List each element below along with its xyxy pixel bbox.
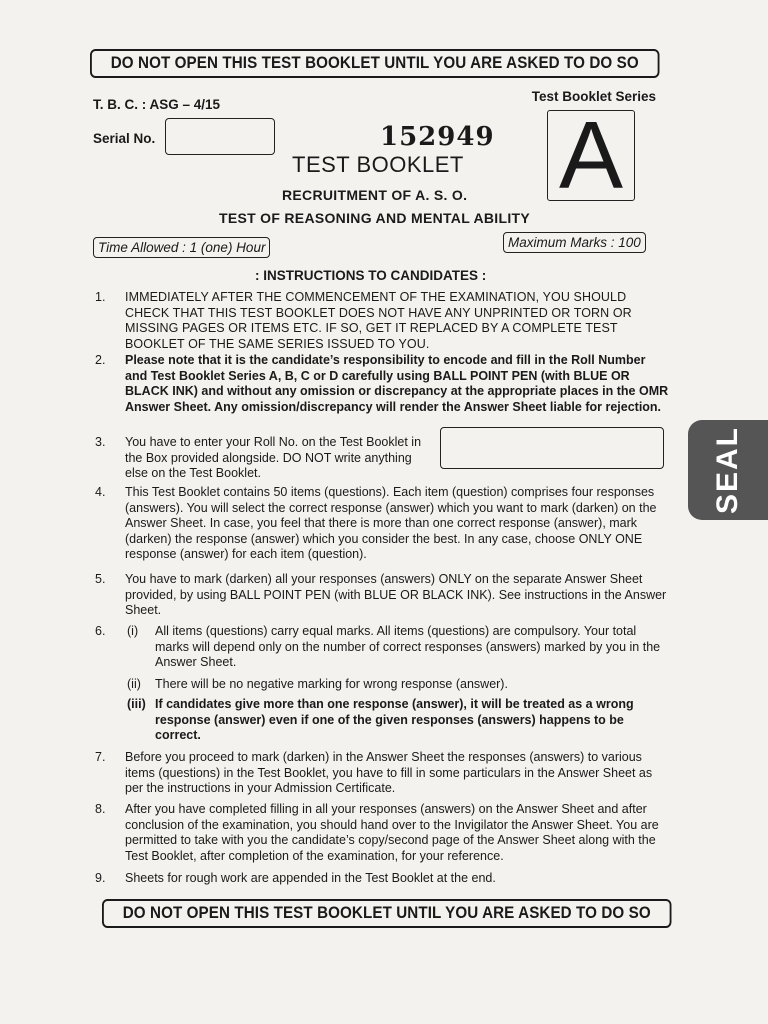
instruction-text: After you have completed filling in all your responses (answers) on the Answer Sheet and after conclusion of the examination, you should hand over to the Invigilator the Answer Sheet. You are permitted to take with you the candidate’s copy/second page of the Answer Sheet along with the Test Booklet, after completion of the examination, for your reference. — [125, 802, 659, 863]
instruction-text: You have to enter your Roll No. on the Test Booklet in the Box provided alongside. DO NOT write anything else on the Test Booklet. — [125, 435, 422, 480]
seal-tab — [688, 420, 768, 520]
sub-text: All items (questions) carry equal marks. All items (questions) are compulsory. Your total marks will depend only on the number of correct responses (answers) marked by you in the Answer Sheet. — [155, 624, 661, 669]
instruction-number: 2. — [95, 353, 106, 367]
tbc-code: T. B. C. : ASG – 4/15 — [93, 97, 221, 112]
instruction-text: Before you proceed to mark (darken) in the Answer Sheet the responses (answers) to various items (questions) in the Test Booklet, you have to fill in some particulars in the Answer Sheet as per the instructions in your Admission Certificate. — [125, 750, 653, 795]
instruction-6-ii — [127, 677, 667, 693]
seal-label: SEAL — [711, 425, 745, 515]
instruction-9 — [95, 871, 670, 887]
sub-text: There will be no negative marking for wrong response (answer). — [155, 677, 508, 691]
instruction-6-i — [127, 624, 667, 671]
serial-label: Serial No. — [93, 131, 156, 146]
instruction-5 — [95, 572, 670, 619]
instruction-text: Sheets for rough work are appended in the Test Booklet at the end. — [125, 871, 496, 885]
instruction-7 — [95, 750, 670, 797]
serial-number-box — [165, 118, 275, 155]
sub-number: (ii) — [127, 677, 141, 691]
instruction-3 — [95, 435, 435, 482]
instruction-number: 9. — [95, 871, 106, 885]
sub-number: (iii) — [127, 697, 146, 711]
booklet-number: 152949 — [380, 122, 495, 152]
instruction-number: 8. — [95, 802, 106, 816]
sub-text: If candidates give more than one response (answer), it will be treated as a wrong response (answer) even if one of the given responses (answers) happens to be correct. — [155, 697, 634, 742]
instruction-number: 7. — [95, 750, 106, 764]
page-title: TEST BOOKLET — [292, 152, 464, 177]
test-subject-subtitle: TEST OF REASONING AND MENTAL ABILITY — [219, 210, 531, 226]
warning-banner-bottom: DO NOT OPEN THIS TEST BOOKLET UNTIL YOU ARE ASKED TO DO SO — [102, 899, 671, 928]
instruction-4 — [95, 485, 670, 563]
warning-banner-top: DO NOT OPEN THIS TEST BOOKLET UNTIL YOU ARE ASKED TO DO SO — [90, 49, 659, 78]
sub-number: (i) — [127, 624, 139, 638]
roll-number-box — [440, 427, 664, 469]
instruction-text: IMMEDIATELY AFTER THE COMMENCEMENT OF THE EXAMINATION, YOU SHOULD CHECK THAT THIS TEST BOOKLET DOES NOT HAVE ANY UNPRINTED OR TORN OR MISSING PAGES OR ITEMS ETC. IF SO, GET IT REPLACED BY A COMPLETE TEST BOOKLET OF THE SAME SERIES ISSUED TO YOU. — [125, 290, 632, 351]
instruction-text: This Test Booklet contains 50 items (questions). Each item (question) comprises four responses (answers). You will select the correct response (answer) which you want to mark (darken) on the Answer Sheet. In case, you feel that there is more than one correct response (answer), mark (darken) the response (answer) which you consider the best. In any case, choose ONLY ONE response (answer) for each item (question). — [125, 485, 657, 561]
instruction-2 — [95, 353, 670, 415]
instruction-number: 4. — [95, 485, 106, 499]
series-label: Test Booklet Series — [531, 89, 656, 104]
instruction-8 — [95, 802, 670, 864]
series-letter-box: A — [547, 110, 635, 201]
instruction-number: 6. — [95, 624, 106, 638]
instructions-heading: : INSTRUCTIONS TO CANDIDATES : — [255, 268, 487, 283]
instruction-1 — [95, 290, 670, 352]
instruction-6-iii — [127, 697, 667, 744]
instruction-number: 3. — [95, 435, 106, 449]
instruction-number: 5. — [95, 572, 106, 586]
time-allowed: Time Allowed : 1 (one) Hour — [93, 237, 270, 258]
instruction-text: Please note that it is the candidate’s responsibility to encode and fill in the Roll Number and Test Booklet Series A, B, C or D carefully using BALL POINT PEN (with BLUE OR BLACK INK) and without any omission or discrepancy at the appropriate places in the OMR Answer Sheet. Any omission/discrepancy will render the Answer Sheet liable for rejection. — [125, 353, 669, 414]
instruction-number: 1. — [95, 290, 106, 304]
recruitment-subtitle: RECRUITMENT OF A. S. O. — [282, 187, 468, 203]
instruction-text: You have to mark (darken) all your responses (answers) ONLY on the separate Answer Sheet provided, by using BALL POINT PEN (with BLUE OR BLACK INK). See instructions in the Answer Sheet. — [125, 572, 667, 617]
maximum-marks: Maximum Marks : 100 — [503, 232, 646, 253]
